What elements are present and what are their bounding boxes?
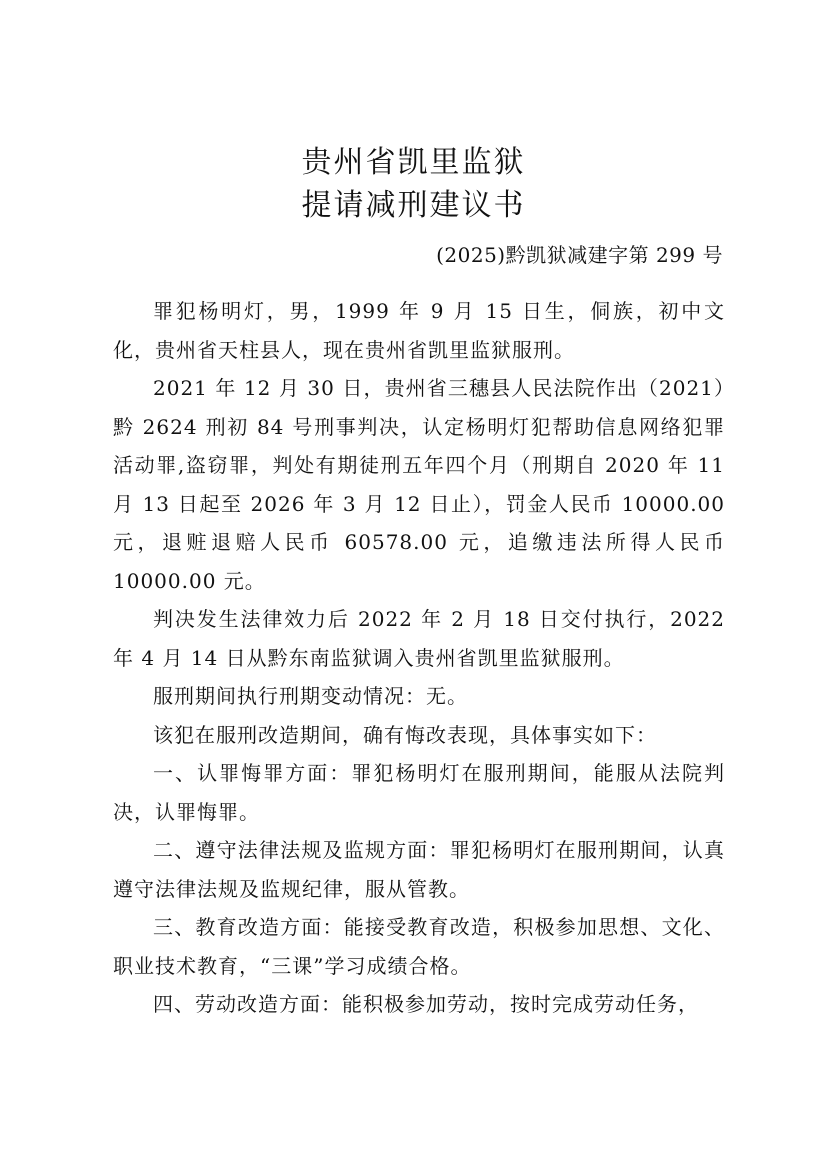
document-number: (2025)黔凯狱减建字第 299 号 bbox=[436, 243, 723, 267]
paragraph-section-1: 一、认罪悔罪方面：罪犯杨明灯在服刑期间，能服从法院判决，认罪悔罪。 bbox=[113, 761, 725, 824]
paragraph-repentance-intro: 该犯在服刑改造期间，确有悔改表现，具体事实如下： bbox=[153, 722, 657, 747]
paragraph-personal-info: 罪犯杨明灯，男，1999 年 9 月 15 日生，侗族，初中文化，贵州省天柱县人，现在贵州省凯里监狱服刑。 bbox=[113, 299, 725, 362]
document-title-line-2: 提请减刑建议书 bbox=[301, 188, 526, 223]
document-body bbox=[113, 292, 725, 1024]
paragraph-term-changes: 服刑期间执行刑期变动情况：无。 bbox=[153, 684, 468, 708]
paragraph-execution: 判决发生法律效力后 2022 年 2 月 18 日交付执行，2022 年 4 月 14 日从黔东南监狱调入贵州省凯里监狱服刑。 bbox=[113, 607, 725, 670]
paragraph-section-3: 三、教育改造方面：能接受教育改造，积极参加思想、文化、职业技术教育，“三课”学习成绩合格。 bbox=[113, 915, 725, 978]
paragraph-section-2: 二、遵守法律法规及监规方面：罪犯杨明灯在服刑期间，认真遵守法律法规及监规纪律，服从管教。 bbox=[113, 838, 725, 901]
paragraph-judgment: 2021 年 12 月 30 日，贵州省三穗县人民法院作出（2021）黔 2624 刑初 84 号刑事判决，认定杨明灯犯帮助信息网络犯罪活动罪,盗窃罪，判处有期徒刑五年四个月（刑期自 2020 年 11 月 13 日起至 2026 年 3 月 12 日止），罚金人民币 10000.00 元，退赃退赔人民币 60578.00 元，追缴违法所得人民币 10000.00 元。 bbox=[113, 376, 725, 593]
paragraph-section-4: 四、劳动改造方面：能积极参加劳动，按时完成劳动任务， bbox=[153, 992, 699, 1016]
document-title-line-1: 贵州省凯里监狱 bbox=[301, 145, 526, 180]
